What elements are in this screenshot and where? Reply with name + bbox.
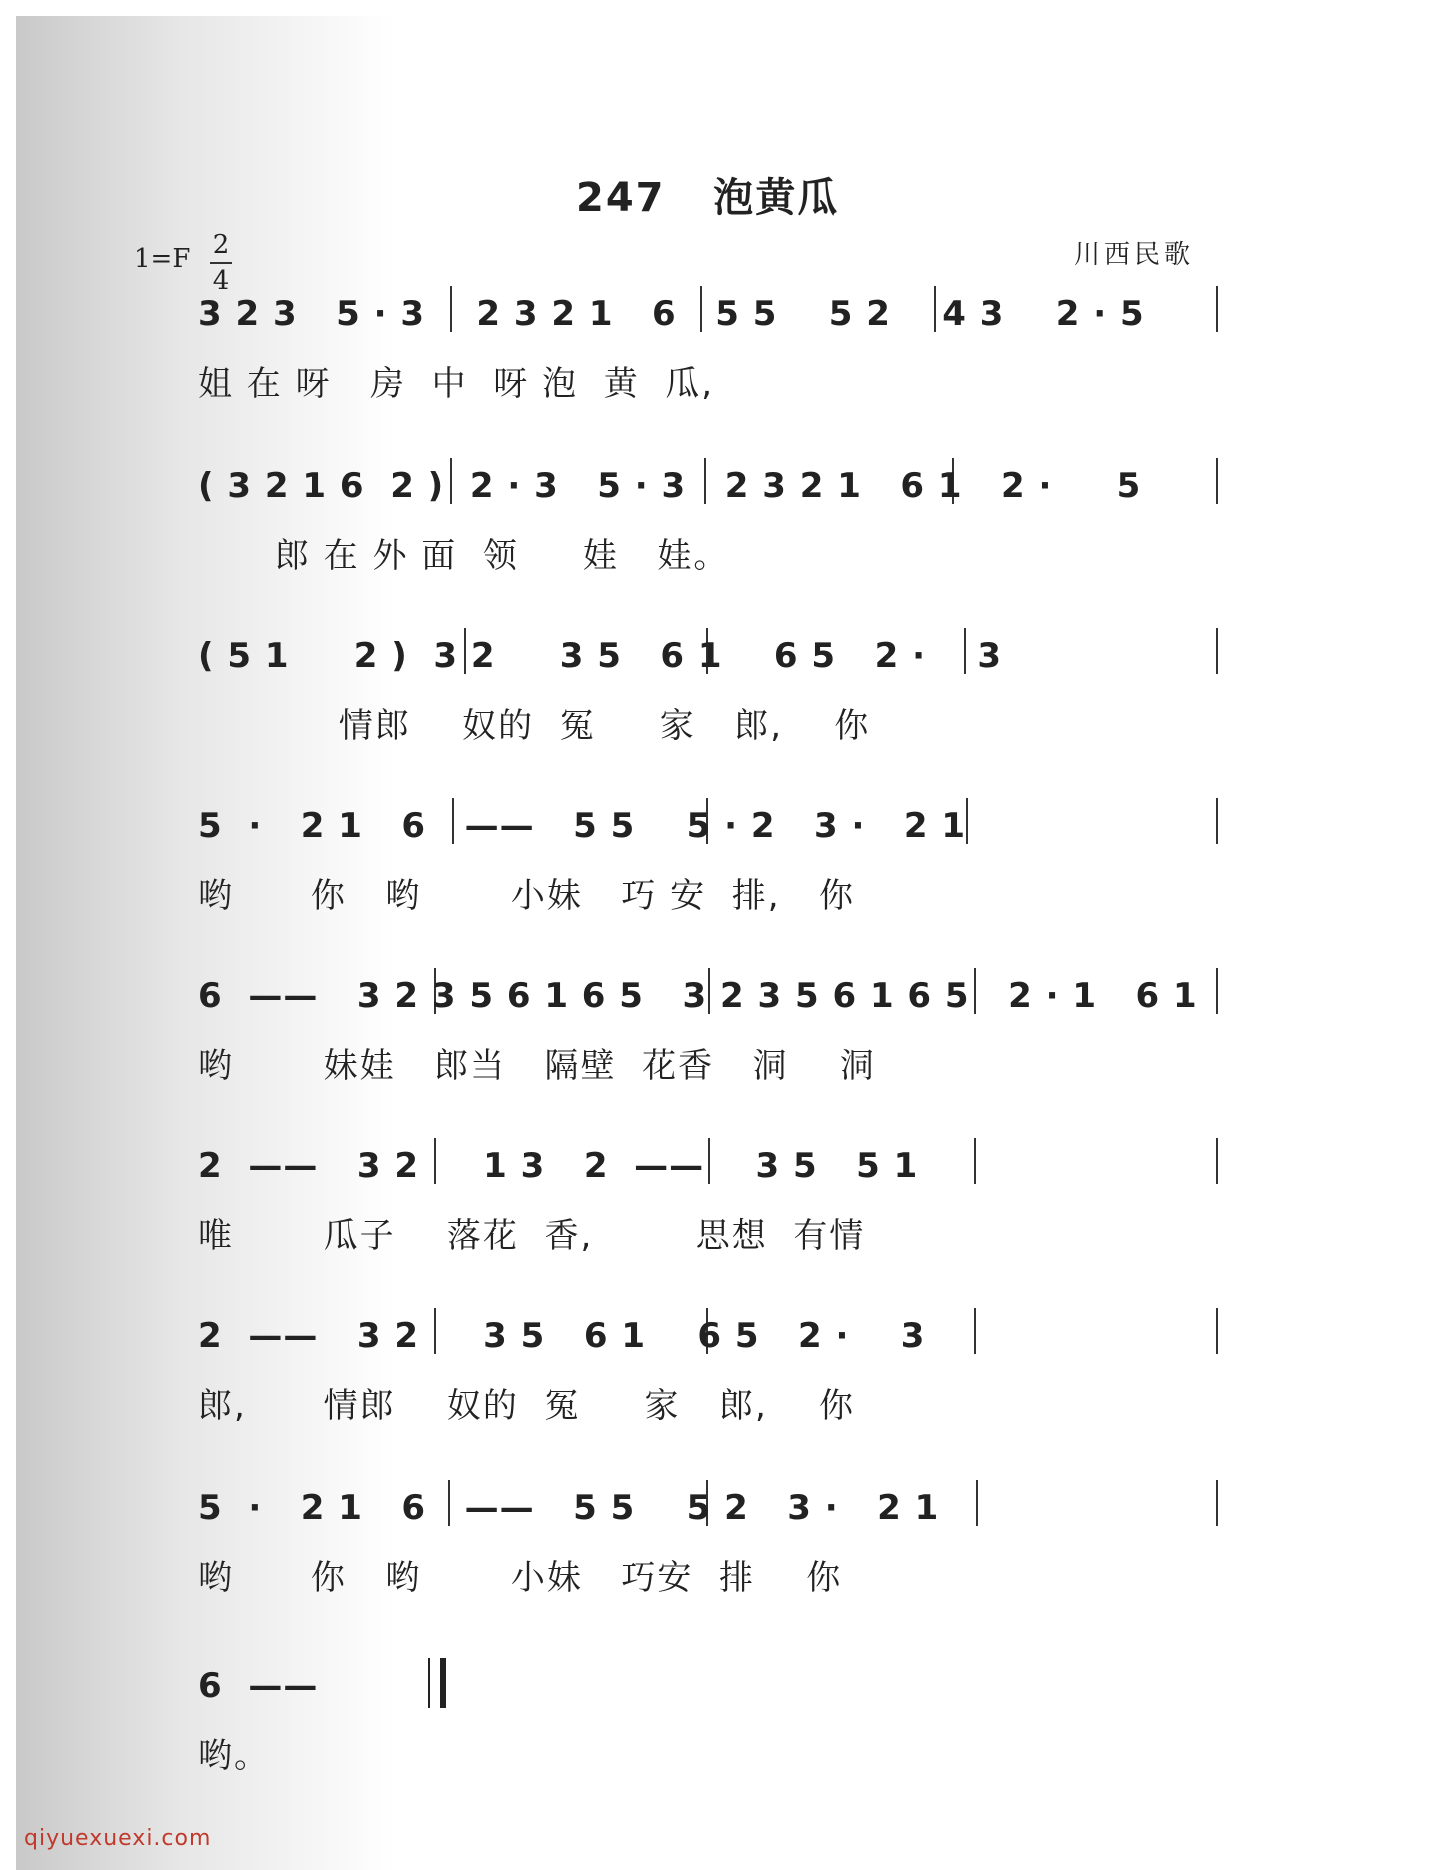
notation-line: 2 —— 3 2 1 3 2 —— 3 5 5 1 xyxy=(198,1146,919,1186)
lyric-line: 情郎 奴的 冤 家 郎, 你 xyxy=(198,706,871,746)
score-system xyxy=(16,976,1456,1126)
score-system xyxy=(16,466,1456,616)
key-signature: 1=F xyxy=(134,244,191,274)
notation-line: ( 3 2 1 6 2 ) 2 · 3 5 · 3 2 3 2 1 6 1 2 · 5 xyxy=(198,466,1142,506)
score-system xyxy=(16,294,1456,444)
notation-line: ( 5 1 2 ) 3 2 3 5 6 1 6 5 2 · 3 xyxy=(198,636,1002,676)
score-system xyxy=(16,636,1456,786)
time-signature-bottom: 4 xyxy=(212,266,230,296)
lyric-line: 哟。 xyxy=(198,1736,270,1776)
score-system xyxy=(16,1316,1456,1466)
notation-line: 6 —— xyxy=(198,1666,319,1706)
lyric-line: 哟 你 哟 小妹 巧 安 排, 你 xyxy=(198,876,855,916)
music-sheet xyxy=(16,16,1456,1870)
notation-line: 3 2 3 5 · 3 2 3 2 1 6 5 5 5 2 4 3 2 · 5 xyxy=(198,294,1145,334)
lyric-line: 郎 在 外 面 领 娃 娃。 xyxy=(198,536,730,576)
score-system xyxy=(16,806,1456,956)
lyric-line: 哟 妹娃 郎当 隔壁 花香 洞 洞 xyxy=(198,1046,876,1086)
lyric-line: 郎, 情郎 奴的 冤 家 郎, 你 xyxy=(198,1386,855,1426)
time-signature-top: 2 xyxy=(212,230,230,260)
notation-line: 5 · 2 1 6 —— 5 5 5 2 3 · 2 1 xyxy=(198,1488,940,1528)
lyric-line: 哟 你 哟 小妹 巧安 排 你 xyxy=(198,1558,843,1598)
final-barline-thin xyxy=(428,1658,430,1708)
lyric-line: 唯 瓜子 落花 香, 思想 有情 xyxy=(198,1216,866,1256)
score-system xyxy=(16,1488,1456,1638)
notation-line: 2 —— 3 2 3 5 6 1 6 5 2 · 3 xyxy=(198,1316,926,1356)
song-title: 247 泡黄瓜 xyxy=(576,175,840,221)
final-barline xyxy=(440,1658,446,1708)
score-system xyxy=(16,1666,1456,1816)
site-watermark: qiyuexuexi.com xyxy=(24,1826,212,1851)
notation-line: 5 · 2 1 6 —— 5 5 5 · 2 3 · 2 1 xyxy=(198,806,967,846)
song-origin: 川西民歌 xyxy=(1074,240,1195,270)
lyric-line: 姐 在 呀 房 中 呀 泡 黄 瓜, xyxy=(198,364,715,404)
notation-line: 6 —— 3 2 3 5 6 1 6 5 3 2 3 5 6 1 6 5 2 · 1 6 1 xyxy=(198,976,1198,1016)
score-system xyxy=(16,1146,1456,1296)
